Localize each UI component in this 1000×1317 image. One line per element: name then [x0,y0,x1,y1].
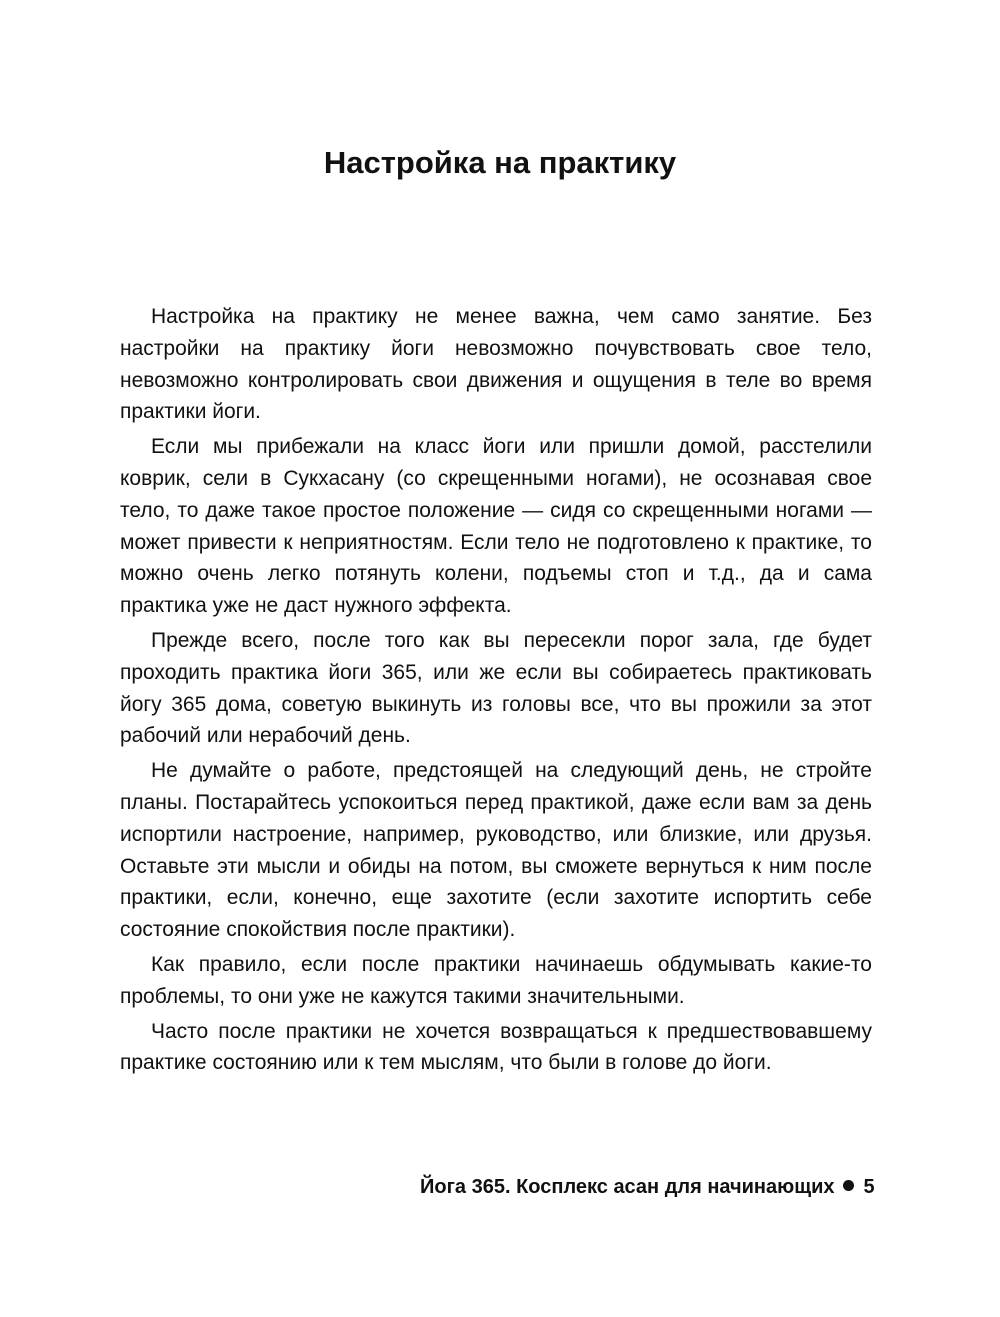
paragraph: Если мы прибежали на класс йоги или пришли домой, расстелили коврик, сели в Сукхасану (со скрещенными ногами), не осознавая свое тело, то даже такое простое положение — сидя со скрещенными ногами — может привести к неприятностям. Если тело не подготовлено к практике, то можно очень легко потянуть колени, подъемы стоп и т.д., да и сама практика уже не даст нужного эффекта. [120,435,872,618]
footer-book-title: Йога 365. Косплекс асан для начинающих [420,1176,835,1198]
page-title: Настройка на практику [323,145,677,180]
paragraph: Часто после практики не хочется возвращаться к предшествовавшему практике состоянию или к тем мыслям, что были в голове до йоги. [120,1019,872,1075]
paragraph: Прежде всего, после того как вы пересекли порог зала, где будет проходить практика йоги 365, или же если вы собираетесь практиковать йогу 365 дома, советую выкинуть из головы все, что вы прожили за этот рабочий или нерабочий день. [120,628,872,748]
paragraph: Не думайте о работе, предстоящей на следующий день, не стройте планы. Постарайтесь успокоиться перед практикой, даже если вам за день испортили настроение, например, руководство, или близкие, или друзья. Оставьте эти мысли и обиды на потом, вы сможете вернуться к ним после практики, если, конечно, еще захотите (если захотите испортить себе состояние спокойствия после практики). [120,759,872,942]
page-number: 5 [863,1176,875,1198]
paragraph: Настройка на практику не менее важна, чем само занятие. Без настройки на практику йоги невозможно почувствовать свое тело, невозможно контролировать свои движения и ощущения в теле во время практики йоги. [120,305,872,424]
paragraph: Как правило, если после практики начинаешь обдумывать какие-то проблемы, то они уже не кажутся такими значительными. [120,952,872,1008]
bullet-separator-icon [843,1180,854,1191]
running-footer [420,1173,875,1201]
body-text [120,301,872,1082]
